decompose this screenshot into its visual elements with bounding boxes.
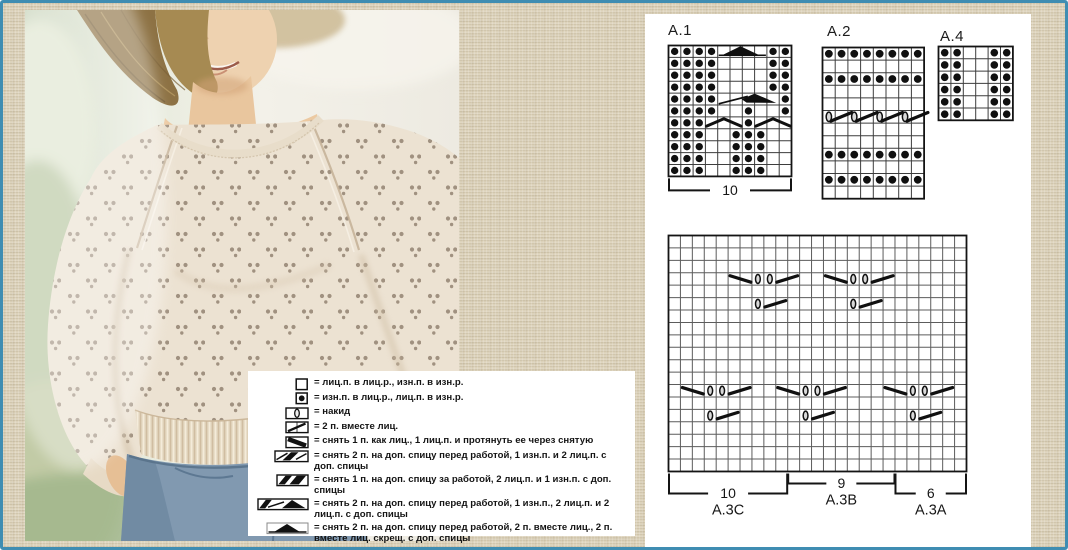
chart-section-label: A.3A	[915, 502, 947, 519]
symbol-legend	[248, 371, 635, 544]
bracket-count-label: 10	[720, 484, 736, 501]
legend-text: = лиц.п. в лиц.р., изн.п. в изн.р.	[314, 377, 464, 388]
legend-text: = снять 1 п. на доп. спицу за работой, 2 лиц.п. и 1 изн.п. с доп. спицы	[314, 473, 612, 496]
chart-a3-svg	[667, 234, 969, 522]
chart-a1-svg	[667, 44, 794, 211]
legend-text: = 2 п. вместе лиц.	[314, 420, 399, 432]
legend-item	[254, 450, 629, 473]
legend-item	[254, 421, 629, 435]
stitch-symbol-skp-icon	[254, 436, 314, 449]
bracket-count-label: 9	[837, 474, 846, 491]
chart-a1-title: A.1	[668, 22, 693, 39]
legend-item	[254, 522, 629, 545]
legend-list	[254, 377, 629, 545]
stitch-symbol-double-dec-icon	[254, 522, 314, 535]
legend-item	[254, 498, 629, 521]
legend-item	[254, 406, 629, 420]
stitch-symbol-cable-5-front-icon	[254, 498, 314, 511]
legend-item	[254, 435, 629, 449]
legend-text: = снять 2 п. на доп. спицу перед работой, 2 п. вместе лиц., 2 п. вместе лиц. скрещ. с доп. спицы	[314, 521, 613, 544]
legend-item	[254, 392, 629, 406]
chart-a4-svg	[937, 45, 1016, 123]
stitch-symbol-yarn-over-icon	[254, 407, 314, 420]
legend-text: = снять 2 п. на доп. спицу перед работой, 1 изн.п., 2 лиц.п. и 2 лиц.п. с доп. спицы	[314, 497, 610, 520]
legend-text: = снять 2 п. на доп. спицу перед работой, 1 изн.п. и 2 лиц.п. с доп. спицы	[314, 449, 607, 472]
stitch-symbol-purl-dot-icon	[254, 392, 314, 405]
legend-item	[254, 474, 629, 497]
chart-a2-title: A.2	[827, 23, 852, 40]
chart-section-label: A.3B	[825, 492, 858, 509]
stitch-symbol-cable-3-back-icon	[254, 474, 314, 487]
bracket-count-label: 10	[722, 181, 738, 198]
chart-a4-title: A.4	[940, 28, 965, 45]
legend-text: = изн.п. в лиц.р., лиц.п. в изн.р.	[314, 391, 464, 403]
charts-panel	[645, 14, 1031, 548]
chart-section-label: A.3C	[711, 502, 745, 519]
stitch-symbol-knit-square-icon	[254, 378, 314, 391]
legend-item	[254, 377, 629, 391]
stitch-symbol-cable-3-front-icon	[254, 450, 314, 463]
legend-text: = снять 1 п. как лиц., 1 лиц.п. и протянуть ее через снятую	[314, 435, 594, 446]
chart-a2-svg	[821, 46, 927, 202]
bracket-count-label: 6	[926, 484, 935, 501]
legend-text: = накид	[314, 406, 351, 417]
stitch-symbol-k2tog-icon	[254, 421, 314, 434]
